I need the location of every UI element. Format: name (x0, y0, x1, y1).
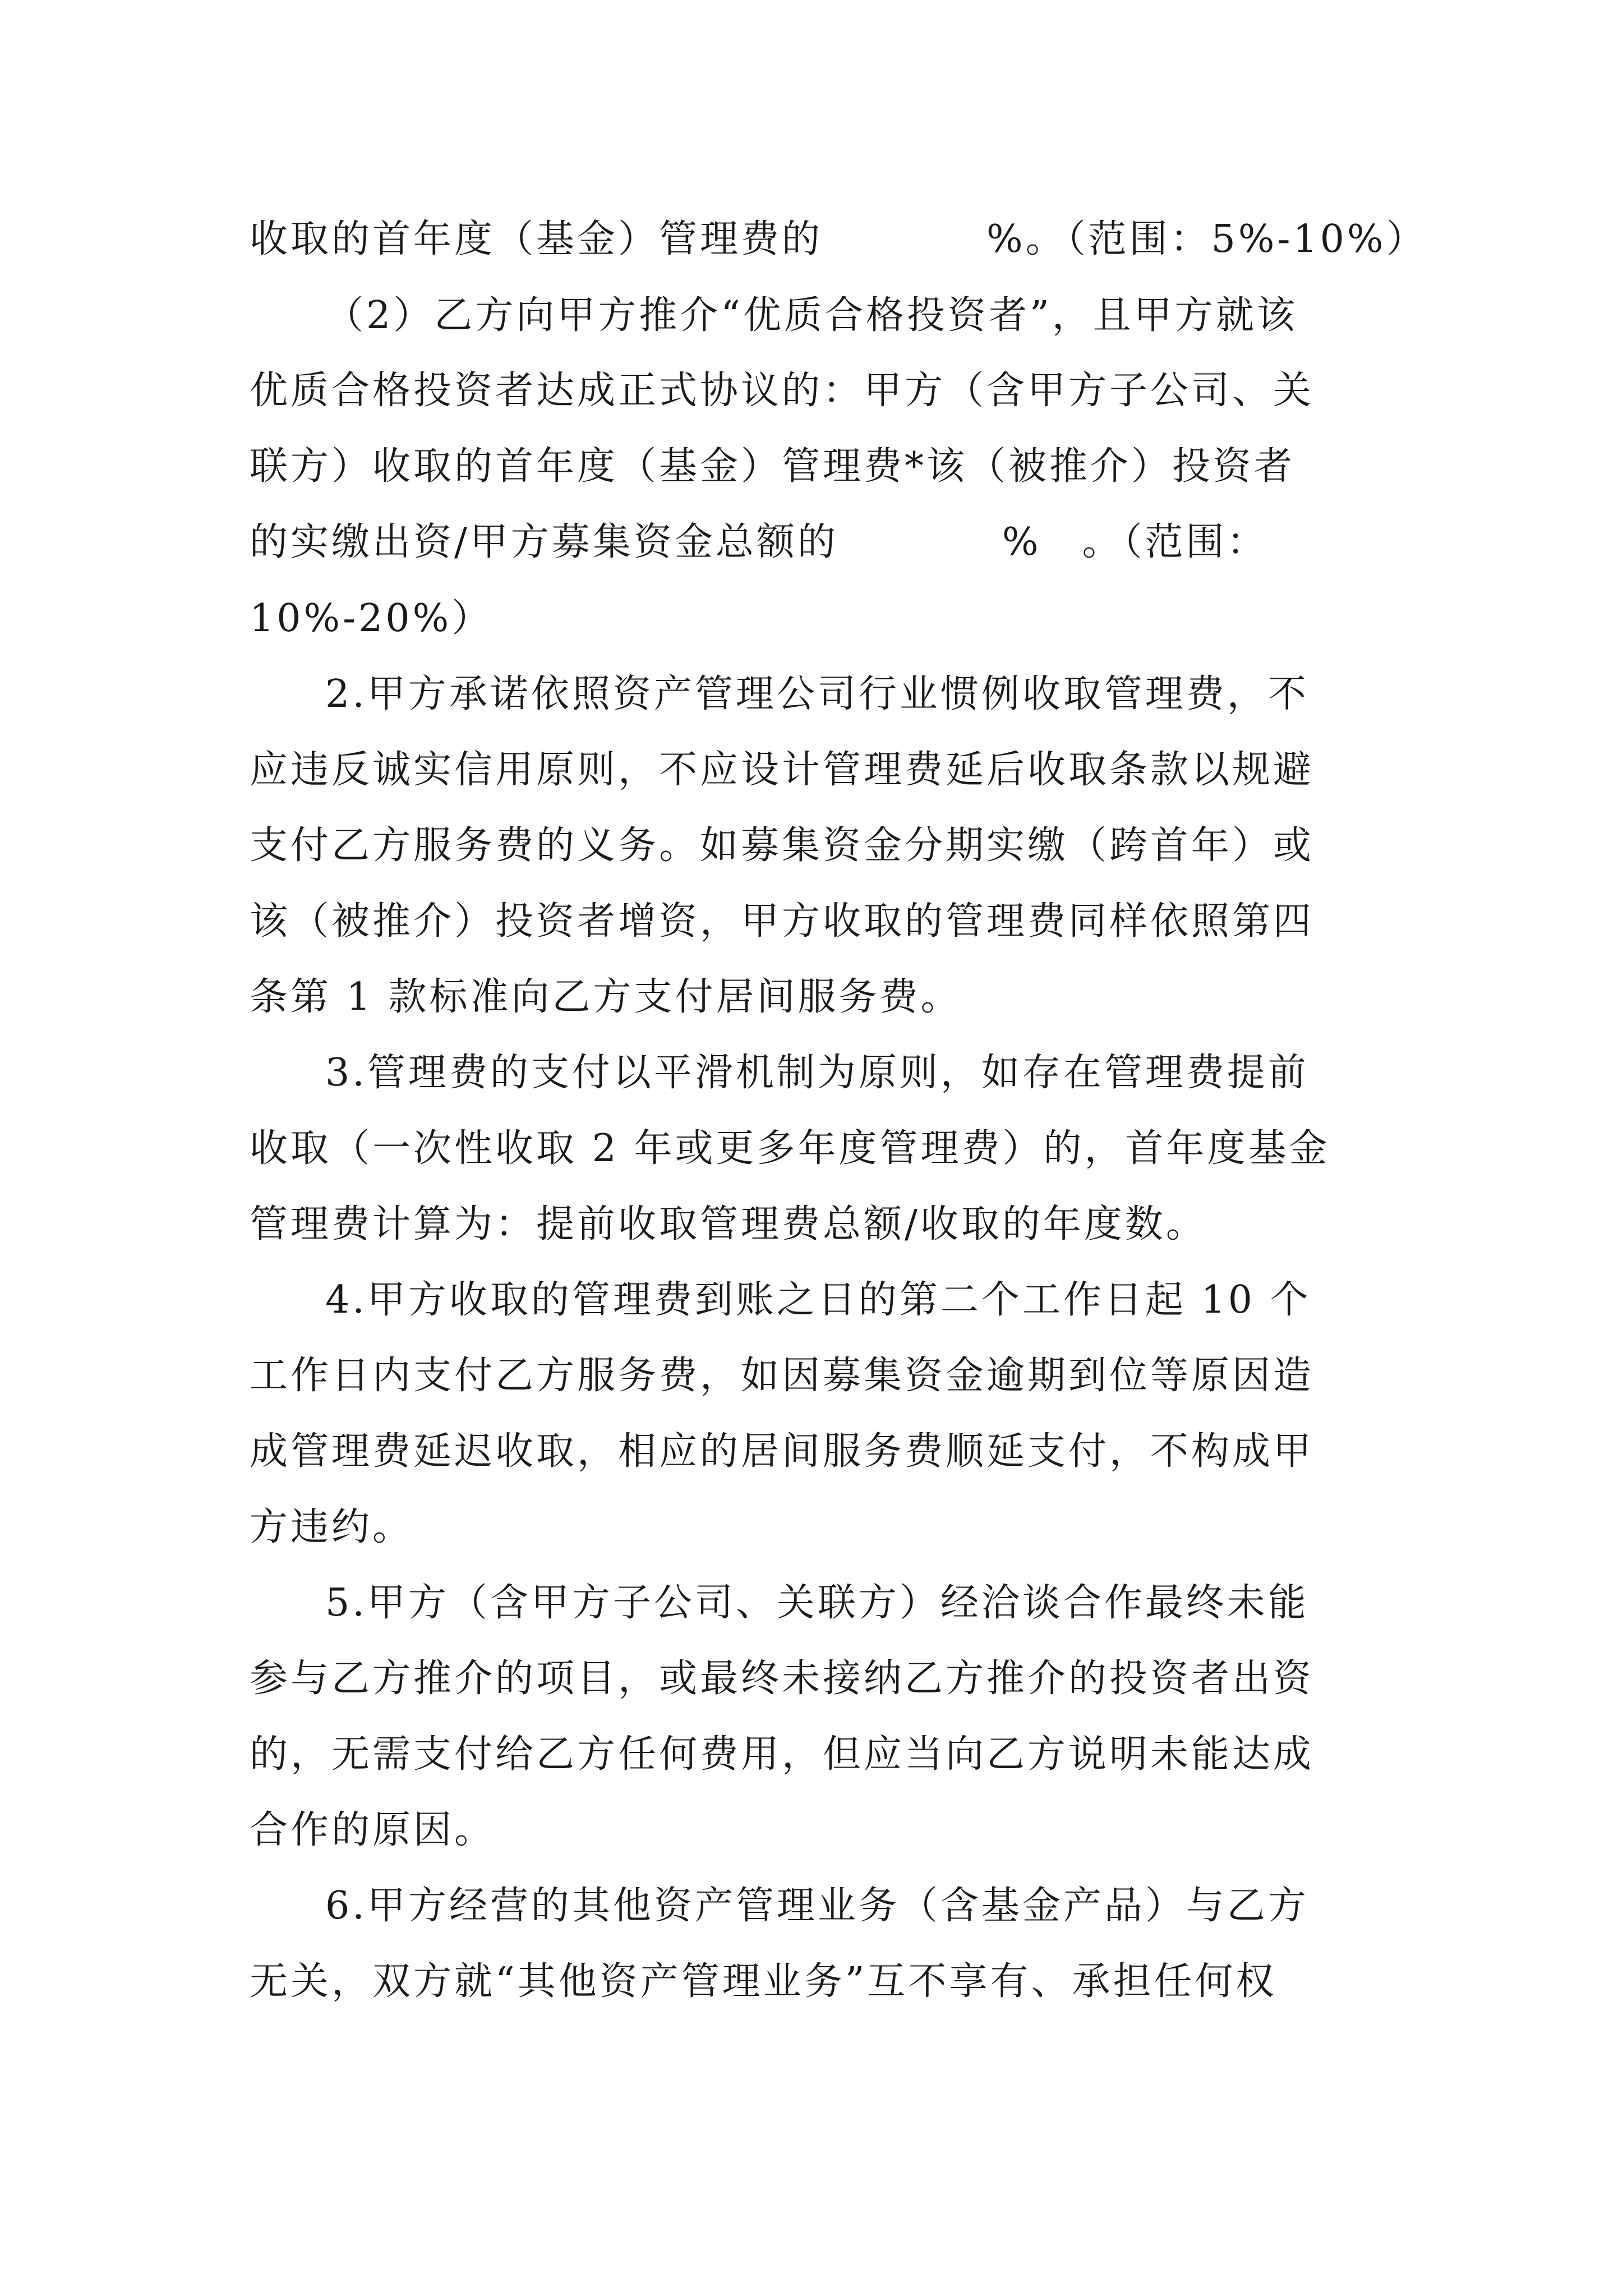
text-line: 的，无需支付给乙方任何费用，但应当向乙方说明未能达成 (250, 1732, 1315, 1777)
text-line: 方违约。 (250, 1505, 414, 1549)
text-line: 10%-20%） (250, 596, 493, 641)
text-line: 6.甲方经营的其他资产管理业务（含基金产品）与乙方 (325, 1884, 1309, 1928)
text-line: 3.管理费的支付以平滑机制为原则，如存在管理费提前 (325, 1051, 1309, 1095)
text-line: 无关，双方就“其他资产管理业务”互不享有、承担任何权 (250, 1959, 1277, 2004)
text-line: 2.甲方承诺依照资产管理公司行业惯例收取管理费，不 (325, 672, 1309, 716)
text-line: 管理费计算为：提前收取管理费总额/收取的年度数。 (250, 1202, 1207, 1246)
text-line: 成管理费延迟收取，相应的居间服务费顺延支付，不构成甲 (250, 1429, 1315, 1474)
text-line: （2）乙方向甲方推介“优质合格投资者”，且甲方就该 (325, 293, 1298, 338)
text-line: 工作日内支付乙方服务费，如因募集资金逾期到位等原因造 (250, 1354, 1315, 1398)
text-line: 收取的首年度（基金）管理费的 %。（范围：5%-10%） (250, 217, 1427, 261)
text-line: 支付乙方服务费的义务。如募集资金分期实缴（跨首年）或 (250, 823, 1315, 868)
text-line: 4.甲方收取的管理费到账之日的第二个工作日起 10 个 (325, 1278, 1311, 1322)
text-line: 收取（一次性收取 2 年或更多年度管理费）的，首年度基金 (250, 1126, 1330, 1171)
text-line: 优质合格投资者达成正式协议的：甲方（含甲方子公司、关 (250, 369, 1315, 413)
text-line: 联方）收取的首年度（基金）管理费*该（被推介）投资者 (250, 444, 1295, 489)
text-line: 合作的原因。 (250, 1808, 496, 1852)
text-line: 条第 1 款标准向乙方支付居间服务费。 (250, 975, 962, 1019)
text-line: 参与乙方推介的项目，或最终未接纳乙方推介的投资者出资 (250, 1657, 1315, 1701)
text-line: 该（被推介）投资者增资，甲方收取的管理费同样依照第四 (250, 899, 1315, 944)
text-line: 的实缴出资/甲方募集资金总额的 % 。（范围： (250, 520, 1268, 564)
text-line: 5.甲方（含甲方子公司、关联方）经洽谈合作最终未能 (325, 1581, 1309, 1625)
text-line: 应违反诚实信用原则，不应设计管理费延后收取条款以规避 (250, 748, 1315, 792)
